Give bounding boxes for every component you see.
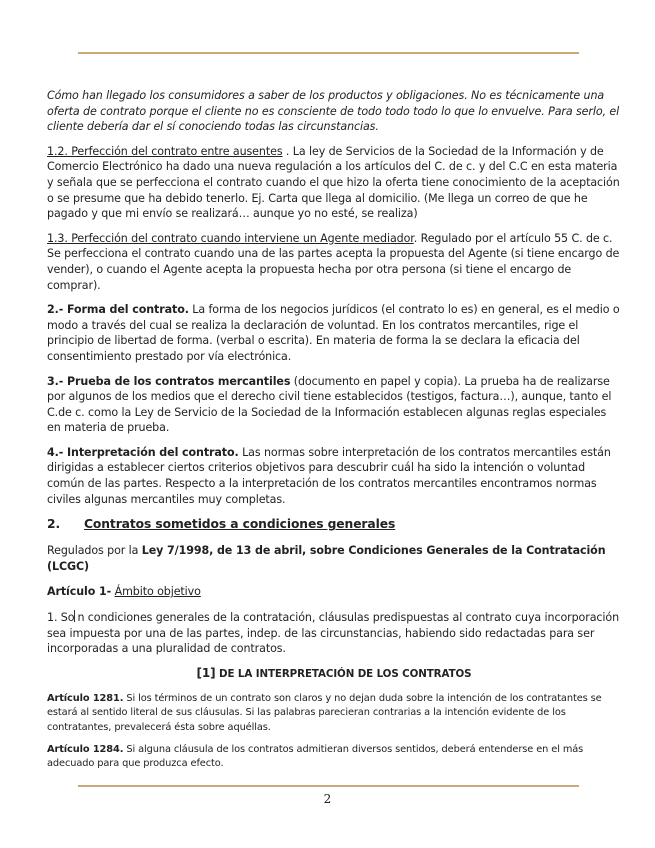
article-1-text-start: 1. So [47,611,75,625]
section-3-title: 3.- Prueba de los contratos mercantiles [47,374,291,388]
page-content [47,88,621,780]
section-3-prueba [47,374,621,436]
article-1-heading [47,584,621,600]
law-prefix: Regulados por la [47,544,142,558]
section-4-title: 4.- Interpretación del contrato. [47,445,239,459]
article-1-text-rest: n condiciones generales de la contratación, cláusulas predispuestas al contrato cuya incorporación sea impuesta por una de las partes, indep. de las circunstancias, habiendo sido redactadas para ser incorporadas a una pluralidad de contratos. [47,611,620,656]
law-name: Ley 7/1998, de 13 de abril, sobre Condiciones Generales de la Contratación (LCGC) [47,544,606,573]
section-heading-title: Contratos sometidos a condiciones generales [84,517,396,532]
article-1284-text: Si alguna cláusula de los contratos admitieran diversos sentidos, deberá entenderse en el más adecuado para que produzca efecto. [47,744,584,770]
section-1-2-body: . La ley de Servicios de la Sociedad de la Información y de Comercio Electrónico ha dado una nueva regulación a los artículos del C. de c. y del C.C en esta materia y señala que se perfecciona el contrato cuando el que hizo la oferta tiene conocimiento de la aceptación o se presume que ha debido tenerlo. Ej. Carta que llega al domicilio. (Me llega un correo de que he pagado y que mi envío se realizará… aunque yo no esté, se realiza) [47,144,620,221]
section-1-3 [47,231,621,293]
page-number: 2 [323,792,332,806]
article-1284 [47,743,621,772]
intro-paragraph: Cómo han llegado los consumidores a saber de los productos y obligaciones. No es técnicamente una oferta de contrato porque el cliente no es consciente de todo todo todo lo que lo envuelve. Para serlo, el cliente debería dar el sí conociendo todas las circunstancias. [47,89,620,134]
article-1-title: Ámbito objetivo [114,585,201,599]
article-1281-text: Si los términos de un contrato son claros y no dejan duda sobre la intención de los contratantes se estará al sentido literal de sus cláusulas. Si las palabras parecieran contrarias a la intención evidente de los contratantes, prevalecerá ésta sobre aquéllas. [47,692,602,733]
law-reference [47,543,621,574]
header-rule [78,52,579,54]
footer-rule [78,785,579,787]
footnote-ref[interactable]: [1] [196,665,216,680]
article-1281 [47,692,621,735]
section-1-2-title: 1.2. Perfección del contrato entre ausentes [47,144,283,158]
section-2-body: La forma de los negocios jurídicos (el contrato lo es) en general, es el medio o modo a través del cual se realiza la declaración de voluntad. En los contratos mercantiles, rige el principio de libertad de forma. (verbal o escrita). En materia de forma la se declara la eficacia del consentimiento prestado por vía electrónica. [47,303,620,363]
section-4-interpretacion [47,445,621,507]
section-1-2 [47,144,621,222]
section-2-title: 2.- Forma del contrato. [47,303,189,317]
footnote-title [47,666,621,682]
section-1-3-title: 1.3. Perfección del contrato cuando interviene un Agente mediador [47,231,414,245]
article-1281-label: Artículo 1281. [47,692,124,704]
article-1-label: Artículo 1- [47,585,112,599]
article-1284-label: Artículo 1284. [47,744,124,756]
section-heading-2 [47,516,621,533]
section-2-forma [47,302,621,364]
section-1-3-body: . Regulado por el artículo 55 C. de c. Se perfecciona el contrato cuando una de las partes acepta la propuesta del Agente (si tiene encargo de vender), o cuando el Agente acepta la propuesta hecha por otra persona (si tiene el encargo de comprar). [47,231,620,292]
section-heading-number: 2. [47,517,61,532]
article-1-text[interactable] [47,610,621,657]
section-3-body: (documento en papel y copia). La prueba ha de realizarse por algunos de los medios que el derecho civil tiene establecidos (testigos, factura…), aunque, tanto el C.de c. como la Ley de Servicio de la Sociedad de la Información establecen algunas reglas especiales en materia de prueba. [47,374,612,435]
section-4-body: Las normas sobre interpretación de los contratos mercantiles están dirigidas a establecer ciertos criterios objetivos para descubrir cuál ha sido la intención o voluntad común de las partes. Respecto a la interpretación de los contratos mercantiles encontramos normas civiles algunas mercantiles muy completas. [47,445,611,506]
footnote-title-text: DE LA INTERPRETACIÓN DE LOS CONTRATOS [215,667,472,680]
